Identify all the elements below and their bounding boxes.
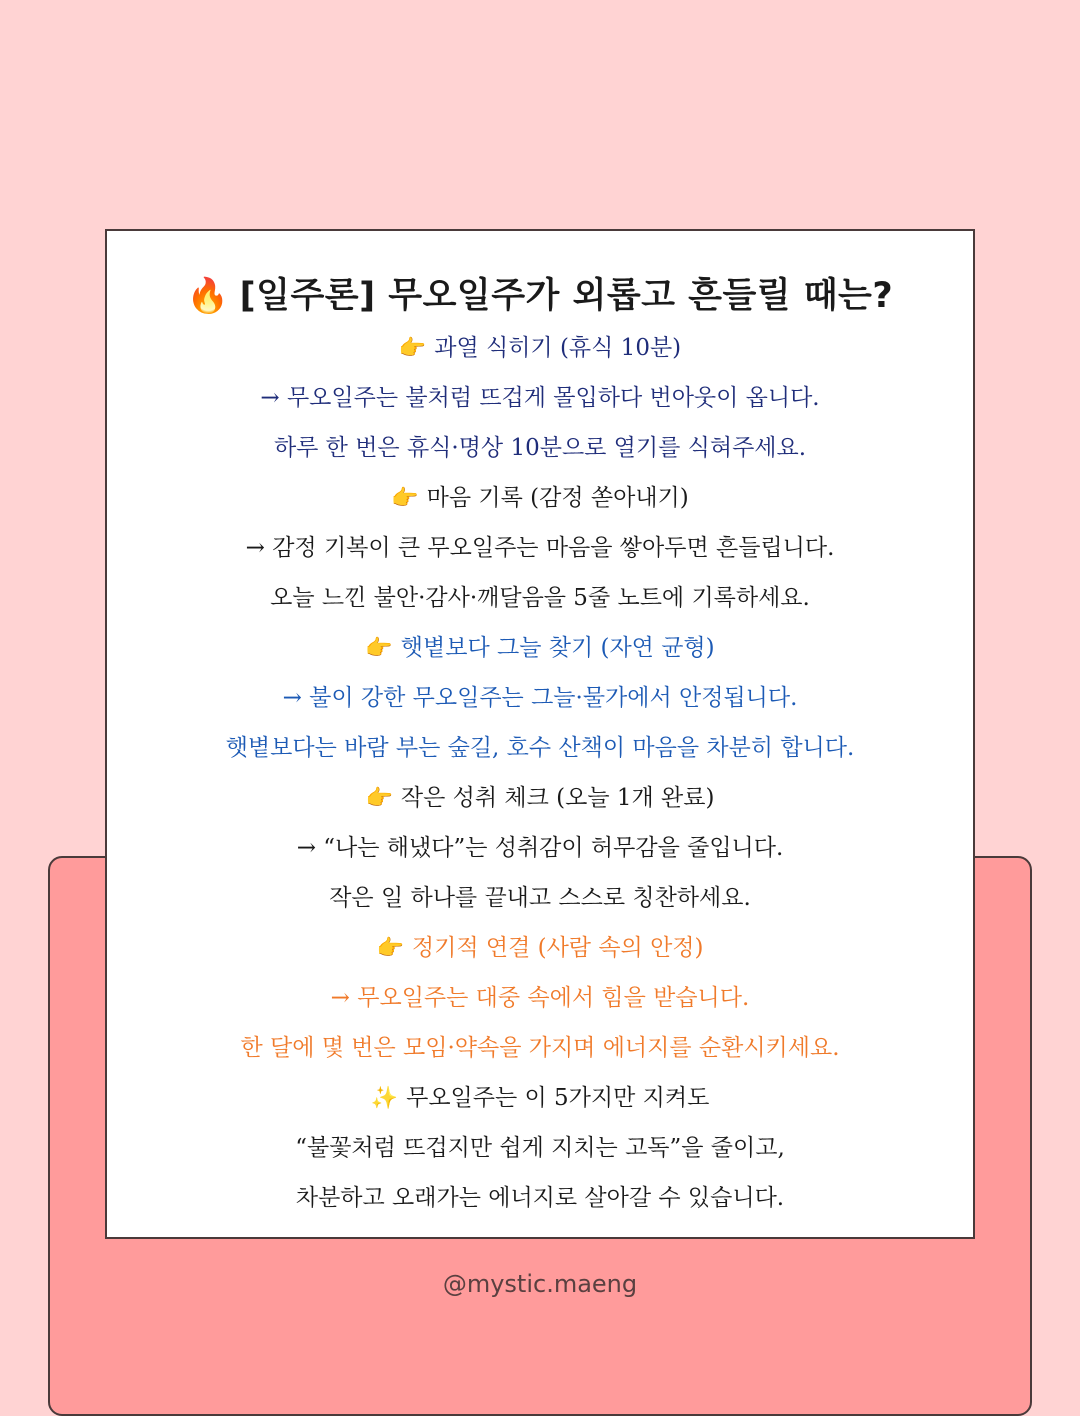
section-1-heading: [105, 333, 975, 364]
section-2-heading-text: 마음 기록 (감정 쏟아내기): [426, 485, 689, 511]
section-1-line-2: 하루 한 번은 휴식·명상 10분으로 열기를 식혀주세요.: [273, 435, 807, 461]
section-3-heading: [105, 633, 975, 664]
sparkles-icon: ✨: [370, 1086, 399, 1111]
section-4-line-1: → “나는 해냈다”는 성취감이 허무감을 줄입니다.: [296, 835, 784, 861]
section-3-line-1: → 불이 강한 무오일주는 그늘·물가에서 안정됩니다.: [282, 685, 798, 711]
section-2-line-1: → 감정 기복이 큰 무오일주는 마음을 쌓아두면 흔들립니다.: [245, 535, 835, 561]
closing-line-1: [105, 1083, 975, 1114]
section-4-heading-text: 작은 성취 체크 (오늘 1개 완료): [400, 785, 715, 811]
section-1-heading-text: 과열 식히기 (휴식 10분): [434, 335, 682, 361]
pointing-hand-icon: 👉: [376, 936, 404, 961]
fire-icon: 🔥: [186, 276, 230, 316]
section-5-heading-text: 정기적 연결 (사람 속의 안정): [411, 935, 704, 961]
pointing-hand-icon: 👉: [365, 786, 393, 811]
section-4-heading: [105, 783, 975, 814]
section-5-heading: [105, 933, 975, 964]
closing-line-2: “불꽃처럼 뜨겁지만 쉽게 지치는 고독”을 줄이고,: [295, 1135, 785, 1161]
closing-line-1-text: 무오일주는 이 5가지만 지켜도: [406, 1085, 710, 1111]
pointing-hand-icon: 👉: [398, 336, 427, 361]
section-1-line-1: → 무오일주는 불처럼 뜨겁게 몰입하다 번아웃이 옵니다.: [260, 385, 820, 411]
section-5-line-2: 한 달에 몇 번은 모임·약속을 가지며 에너지를 순환시키세요.: [240, 1035, 840, 1061]
account-handle: @mystic.maeng: [442, 1270, 638, 1298]
page-title-text: [일주론] 무오일주가 외롭고 흔들릴 때는?: [239, 276, 894, 316]
page-title: [0, 268, 1080, 318]
section-5-line-1: → 무오일주는 대중 속에서 힘을 받습니다.: [330, 985, 750, 1011]
pointing-hand-icon: 👉: [365, 636, 393, 661]
section-3-line-2: 햇볕보다는 바람 부는 숲길, 호수 산책이 마음을 차분히 합니다.: [225, 735, 855, 761]
section-2-line-2: 오늘 느낀 불안·감사·깨달음을 5줄 노트에 기록하세요.: [270, 585, 810, 611]
section-4-line-2: 작은 일 하나를 끝내고 스스로 칭찬하세요.: [329, 885, 751, 911]
pointing-hand-icon: 👉: [391, 486, 419, 511]
section-2-heading: [105, 483, 975, 514]
closing-line-3: 차분하고 오래가는 에너지로 살아갈 수 있습니다.: [295, 1185, 785, 1211]
section-3-heading-text: 햇볕보다 그늘 찾기 (자연 균형): [400, 635, 715, 661]
